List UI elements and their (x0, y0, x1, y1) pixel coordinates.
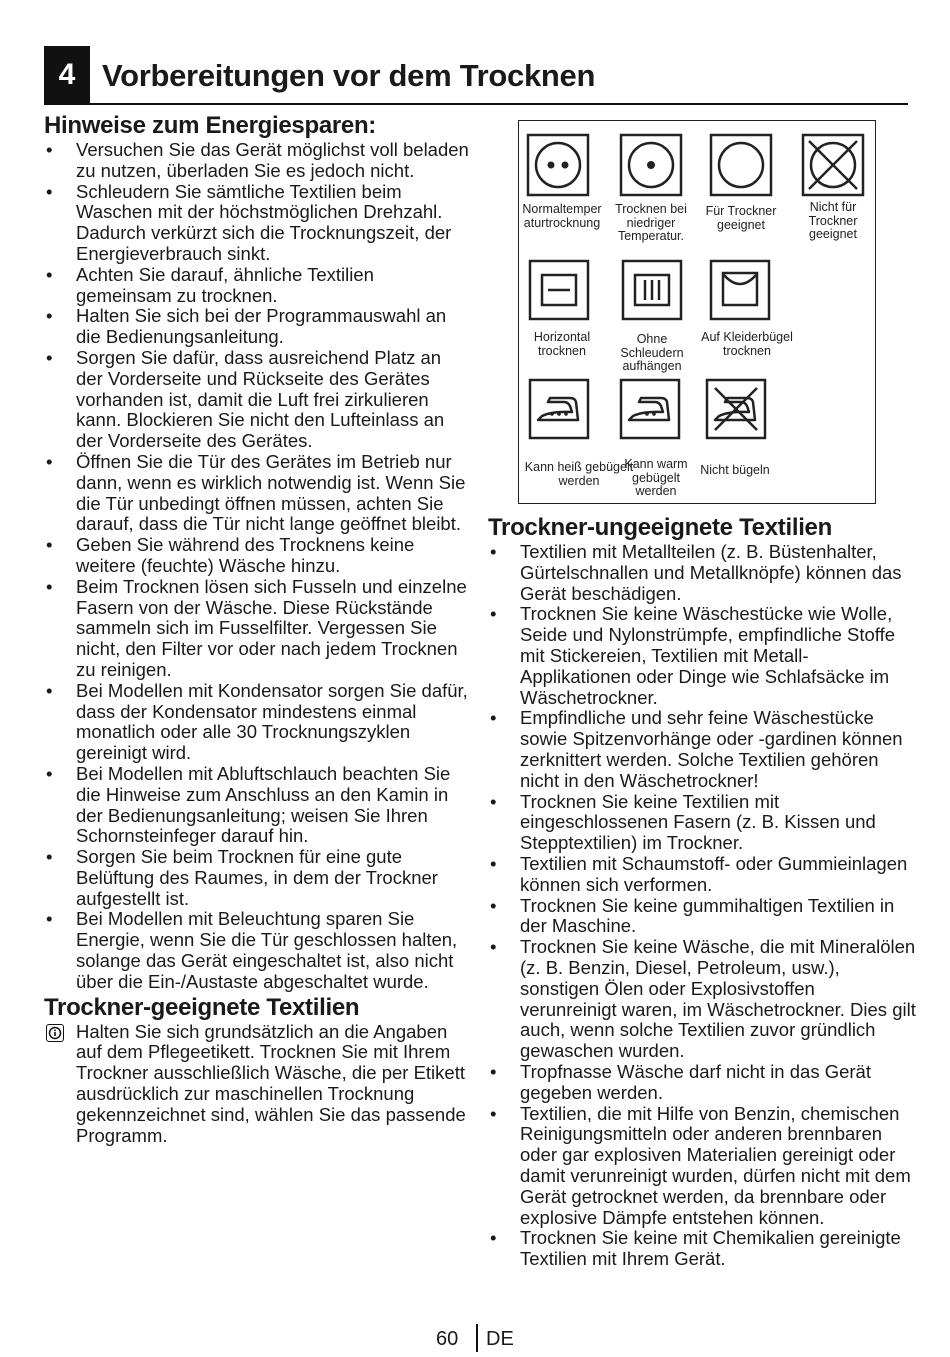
tumble-dry-icon (709, 133, 773, 197)
bullet-point: • (490, 894, 497, 916)
list-item-text: Textilien, die mit Hilfe von Benzin, chemischen Reinigungsmitteln oder anderen brennbaren oder gar explosiven Materialien gereinigt oder damit verunreinigt wurden, dürfen nicht mit dem Gerät getrocknet werden, da brennbare oder explosive Dämpfe entstehen können. (520, 1102, 911, 1228)
list-item (44, 764, 469, 847)
caption-suitable: Für Trockner geeignet (705, 204, 777, 232)
caption-line: Auf Kleiderbügel trocknen (701, 330, 793, 358)
list-item-text: Trocknen Sie keine Textilien mit eingeschlossenen Fasern (z. B. Kissen und Stepptextilien) im Trockner. (520, 790, 876, 854)
list-item (488, 937, 916, 1062)
list-item-text: Bei Modellen mit Abluftschlauch beachten Sie die Hinweise zum Anschluss an den Kamin in der Bedienungsanleitung; weisen Sie Ihren Schornsteinfeger darauf hin. (76, 762, 451, 847)
bullet-point: • (46, 575, 53, 597)
title-rule (44, 103, 908, 105)
bullet-point: • (490, 541, 497, 562)
bullet-point: • (490, 603, 497, 625)
list-item (488, 792, 916, 854)
list-item-text: Versuchen Sie das Gerät möglichst voll beladen zu nutzen, überladen Sie es jedoch nicht. (76, 139, 469, 181)
chapter-title: Vorbereitungen vor dem Trocknen (102, 58, 596, 93)
list-item-text: Beim Trocknen lösen sich Fusseln und einzelne Fasern von der Wäsche. Diese Rückstände sammeln sich im Fusselfilter. Vergessen Sie nicht, den Filter vor oder nach jedem Trocknen zu reinigen. (76, 575, 467, 680)
left-column (44, 112, 469, 1146)
list-item (44, 306, 469, 348)
list-item-text: Trocknen Sie keine mit Chemikalien gereinigte Textilien mit Ihrem Gerät. (520, 1227, 901, 1270)
drip-dry-icon (621, 259, 683, 321)
no-tumble-dry-icon (801, 133, 865, 197)
chapter-number: 4 (44, 46, 90, 104)
bullet-point: • (46, 846, 53, 868)
dry-flat-icon (528, 259, 590, 321)
bullet-point: • (490, 1102, 497, 1124)
caption-iron-warm: Kann warm gebügelt werden (624, 457, 688, 498)
list-item (44, 182, 469, 265)
bullet-point: • (46, 534, 53, 556)
bullet-point: • (490, 936, 497, 958)
list-item (488, 1228, 916, 1270)
bullet-point: • (490, 852, 497, 874)
bullet-point: • (46, 450, 53, 472)
bullet-point: • (46, 908, 53, 930)
list-item (488, 896, 916, 938)
footer-separator (476, 1324, 478, 1352)
info-note (44, 1022, 469, 1147)
info-text: Halten Sie sich grundsätzlich an die Angaben auf dem Pflegeetikett. Trocknen Sie mit Ihrem Trockner ausschließlich Wäsche, die per Etikett ausdrücklich zur maschinellen Trocknung gekennzeichnet sind, wählen Sie das passende Programm. (76, 1020, 466, 1146)
list-item (44, 452, 469, 535)
list-item (44, 265, 469, 307)
unsuitable-heading: Trockner-ungeeignete Textilien (488, 514, 832, 541)
bullet-point: • (46, 180, 53, 202)
list-item-text: Bei Modellen mit Beleuchtung sparen Sie Energie, wenn Sie die Tür geschlossen halten, solange das Gerät eingeschaltet ist, also nicht über die Ein-/Austaste abgeschaltet wurde. (76, 908, 458, 992)
bullet-point: • (46, 346, 53, 368)
list-item-text: Schleudern Sie sämtliche Textilien beim Waschen mit der höchstmöglichen Drehzahl. Dadurch verkürzt sich die Trocknungszeit, der Energieverbrauch sinkt. (76, 180, 452, 264)
bullet-point: • (46, 762, 53, 784)
list-item-text: Öffnen Sie die Tür des Gerätes im Betrieb nur dann, wenn es wirklich notwendig ist. Wenn Sie die Tür unbedingt öffnen müssen, achten Sie darauf, dass die Tür nicht lange geöffnet bleibt. (76, 450, 466, 535)
energy-heading: Hinweise zum Energiesparen: (44, 112, 377, 139)
list-item (44, 348, 469, 452)
list-item-text: Sorgen Sie dafür, dass ausreichend Platz an der Vorderseite und Rückseite des Gerätes vorhanden ist, damit die Luft frei zirkulieren kann. Blockieren Sie nicht den Lufteinlass an der Vorderseite des Gerätes. (76, 346, 445, 452)
suitable-heading: Trockner-geeignete Textilien (44, 993, 360, 1021)
list-item (488, 1062, 916, 1104)
list-item (44, 909, 469, 992)
caption-flat: Horizontal trocknen (533, 330, 591, 358)
right-column (488, 514, 916, 1270)
list-item (44, 140, 469, 182)
info-icon (46, 1024, 64, 1042)
energy-list (44, 140, 469, 993)
bullet-point: • (490, 707, 497, 729)
list-item-text: Geben Sie während des Trocknens keine weitere (feuchte) Wäsche hinzu. (76, 534, 415, 576)
list-item-text: Textilien mit Metallteilen (z. B. Büstenhalter, Gürtelschnallen und Metallknöpfe) können das Gerät beschädigen. (520, 541, 902, 604)
list-item-text: Textilien mit Schaumstoff- oder Gummieinlagen können sich verformen. (520, 852, 908, 895)
list-item-text: Trocknen Sie keine gummihaltigen Textilien in der Maschine. (520, 894, 895, 937)
caption-low: Trocknen bei niedriger Temperatur. (615, 202, 687, 243)
list-item (44, 847, 469, 909)
iron-hot-icon (528, 378, 590, 440)
list-item-text: Trocknen Sie keine Wäschestücke wie Wolle, Seide und Nylonstrümpfe, empfindliche Stoffe mit Stickereien, Textilien mit Metall-Applikationen oder Dinge wie Schlafsäcke im Wäschetrockner. (520, 603, 896, 708)
list-item (44, 535, 469, 577)
bullet-point: • (490, 1227, 497, 1249)
page-number: 60 (436, 1328, 459, 1350)
do-not-iron-icon (705, 378, 767, 440)
caption-iron-hot: Kann heiß gebügelt werden (524, 460, 634, 488)
iron-warm-icon (619, 378, 681, 440)
bullet-point: • (46, 305, 53, 327)
list-item-text: Achten Sie darauf, ähnliche Textilien gemeinsam zu trocknen. (76, 263, 374, 306)
list-item-text: Bei Modellen mit Kondensator sorgen Sie dafür, dass der Kondensator mindestens einmal monatlich oder alle 30 Trocknungszyklen gereinigt wird. (76, 679, 468, 764)
tumble-dry-normal-icon (526, 133, 590, 197)
unsuitable-list (488, 542, 916, 1270)
list-item (488, 542, 916, 604)
caption-drip: Ohne Schleudern aufhängen (620, 332, 684, 373)
list-item-text: Empfindliche und sehr feine Wäschestücke sowie Spitzenvorhänge oder -gardinen können zerknittert werden. Solche Textilien gehören nicht in den Wäschetrockner! (520, 707, 903, 791)
bullet-point: • (46, 679, 53, 701)
caption-not: Nicht für Trockner geeignet (808, 200, 858, 241)
list-item-text: Halten Sie sich bei der Programmauswahl an die Bedienungsanleitung. (76, 305, 447, 348)
list-item (488, 604, 916, 708)
caption-no-iron: Nicht bügeln (700, 463, 770, 477)
list-item-text: Sorgen Sie beim Trocknen für eine gute Belüftung des Raumes, in dem der Trockner aufgestellt ist. (76, 846, 438, 909)
list-item-text: Trocknen Sie keine Wäsche, die mit Mineralölen (z. B. Benzin, Diesel, Petroleum, usw.), sonstigen Ölen oder Explosivstoffen verunreinigt waren, im Wäschetrockner. Dies gilt auch, wenn solche Textilien zuvor gründlich gewaschen wurden. (520, 936, 916, 1062)
bullet-point: • (46, 139, 53, 160)
list-item (488, 854, 916, 896)
caption-normal: Normaltemper aturtrocknung (522, 202, 602, 230)
list-item (44, 681, 469, 764)
language-code: DE (486, 1328, 514, 1350)
list-item (488, 708, 916, 791)
bullet-point: • (490, 790, 497, 812)
tumble-dry-low-icon (619, 133, 683, 197)
line-dry-icon (709, 259, 771, 321)
list-item (488, 1104, 916, 1229)
care-symbols-box (518, 120, 876, 504)
list-item-text: Tropfnasse Wäsche darf nicht in das Gerät gegeben werden. (520, 1060, 871, 1103)
bullet-point: • (490, 1060, 497, 1082)
bullet-point: • (46, 263, 53, 285)
list-item (44, 577, 469, 681)
